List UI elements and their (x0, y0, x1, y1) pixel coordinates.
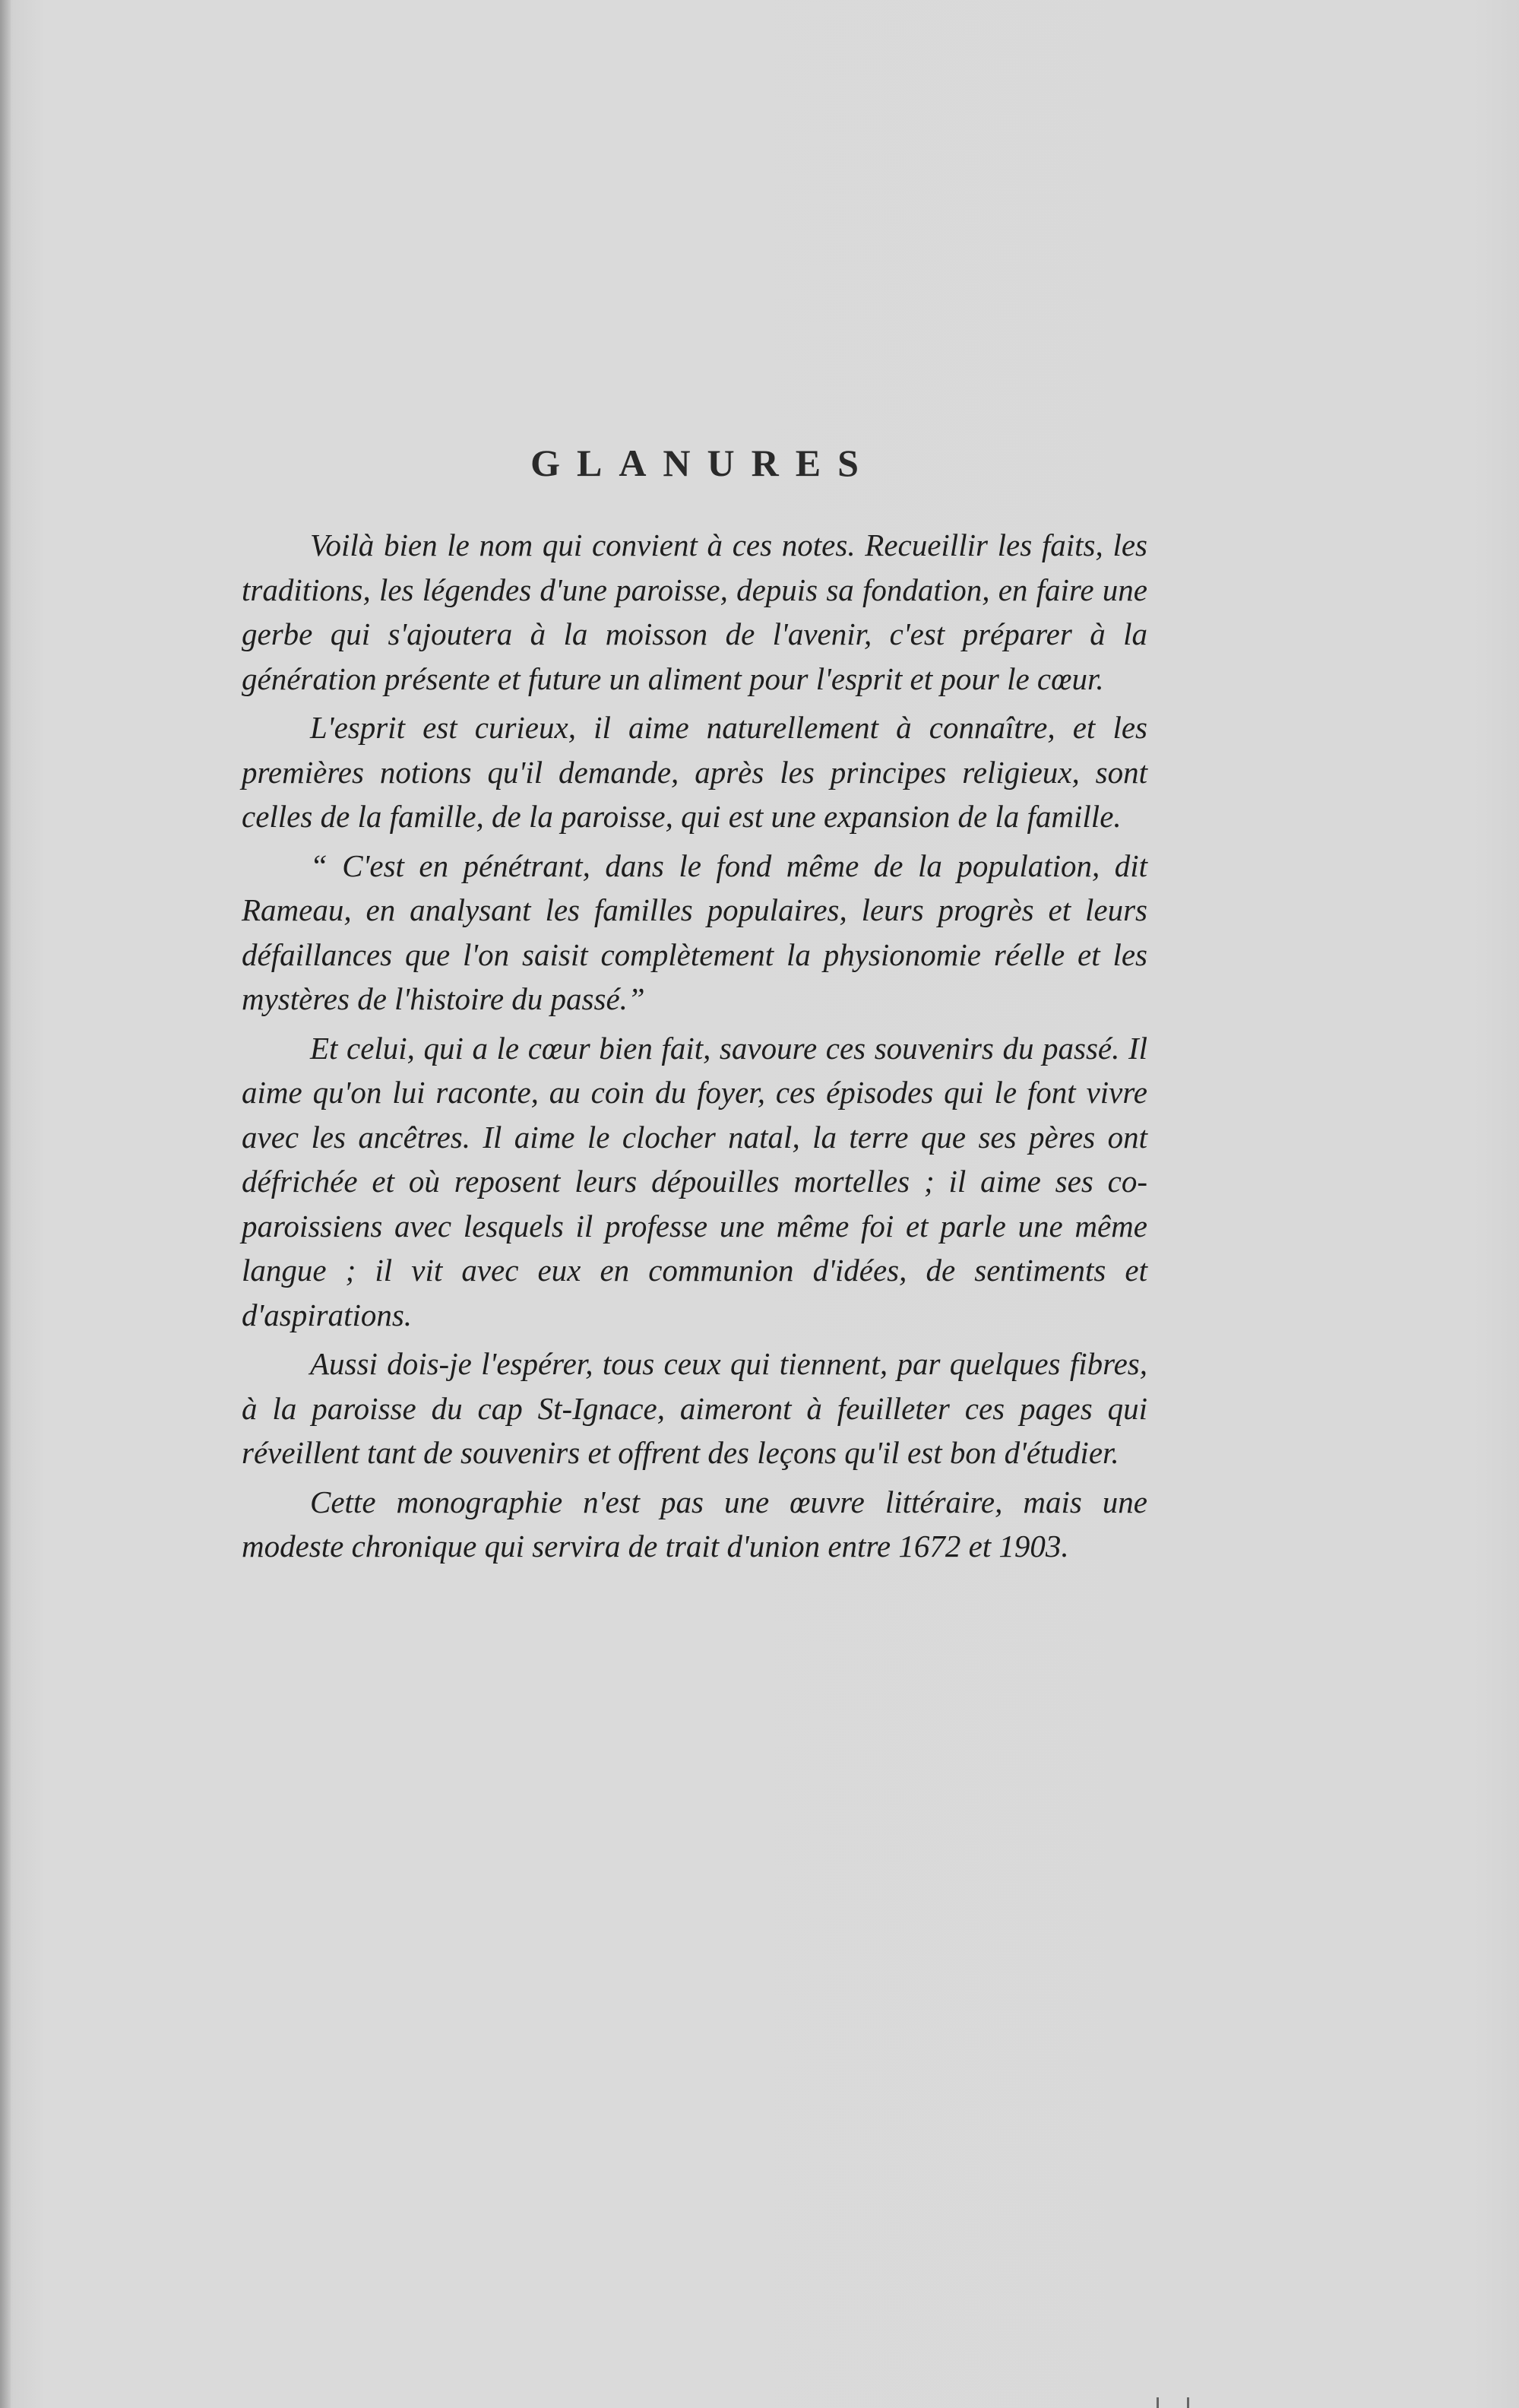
scan-speck-1 (1157, 2397, 1159, 2408)
paragraph-4: Et celui, qui a le cœur bien fait, savoure ces souvenirs du passé. Il aime qu'on lui raconte, au coin du foyer, ces épisodes qui le font vivre avec les ancêtres. Il aime le clocher natal, la terre que ses pères ont défrichée et où reposent leurs dépouilles mortelles ; il aime ses co-paroissiens avec lesquels il professe une même foi et parle une même langue ; il vit avec eux en communion d'idées, de sentiments et d'aspirations. (242, 1030, 1147, 1332)
page-title: GLANURES (530, 442, 875, 484)
paragraph-6: Cette monographie n'est pas une œuvre littéraire, mais une modeste chronique qui servira de trait d'union entre 1672 et 1903. (242, 1484, 1147, 1564)
paragraph-1: Voilà bien le nom qui convient à ces notes. Recueillir les faits, les traditions, les légendes d'une paroisse, depuis sa fondation, en faire une gerbe qui s'ajoutera à la moisson de l'avenir, c'est préparer à la génération présente et future un aliment pour l'esprit et pour le cœur. (242, 528, 1147, 696)
page-binding-edge (0, 0, 11, 2408)
page-text-block (242, 441, 1147, 1573)
scan-speck-2 (1187, 2397, 1189, 2408)
paragraph-3: “ C'est en pénétrant, dans le fond même de la population, dit Rameau, en analysant les familles populaires, leurs progrès et leurs défaillances que l'on saisit complètement la physionomie réelle et les mystères de l'histoire du passé.” (242, 848, 1147, 1016)
paragraph-5: Aussi dois-je l'espérer, tous ceux qui tiennent, par quelques fibres, à la paroisse du cap St-Ignace, aimeront à feuilleter ces pages qui réveillent tant de souvenirs et offrent des leçons qu'il est bon d'étudier. (242, 1346, 1147, 1470)
paragraph-2: L'esprit est curieux, il aime naturellement à connaître, et les premières notions qu'il demande, après les principes religieux, sont celles de la famille, de la paroisse, qui est une expansion de la famille. (242, 710, 1147, 834)
